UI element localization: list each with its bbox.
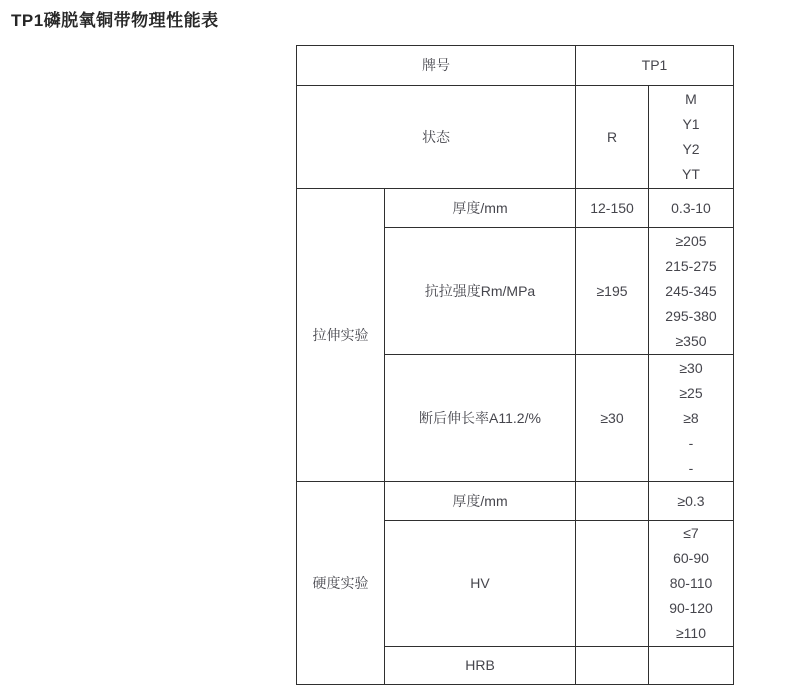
value-line: - (688, 434, 694, 451)
table-row (297, 189, 734, 228)
state-option: M (685, 91, 697, 107)
state-option: Y2 (682, 141, 700, 157)
group-hardness-test-cell: 硬度实验 (297, 482, 385, 685)
property-cell: 断后伸长率A11.2/% (385, 355, 576, 482)
r-value-cell-empty (576, 521, 649, 647)
state-options-cell (649, 86, 734, 189)
table-row (297, 46, 734, 86)
value-line: 245-345 (665, 282, 717, 299)
value-line: ≥205 (675, 232, 707, 249)
state-option: Y1 (682, 116, 700, 132)
r-value-cell: ≥30 (576, 355, 649, 482)
value-line: ≥110 (675, 625, 706, 641)
r-value-cell-empty (576, 647, 649, 685)
other-value-cell (649, 228, 734, 355)
value-line: 215-275 (665, 257, 717, 274)
value-stack (649, 229, 733, 354)
value-line: ≤7 (683, 525, 699, 541)
property-cell: HRB (385, 647, 576, 685)
table-row (297, 86, 734, 189)
property-cell: 厚度/mm (385, 482, 576, 521)
page-title: TP1磷脱氧铜带物理性能表 (11, 11, 219, 30)
other-value-cell-empty (649, 647, 734, 685)
value-line: ≥8 (683, 409, 699, 426)
group-tensile-test-cell: 拉伸实验 (297, 189, 385, 482)
value-line: - (688, 459, 694, 476)
other-value-cell (649, 355, 734, 482)
state-option: YT (682, 166, 700, 182)
r-value-cell-empty (576, 482, 649, 521)
physical-properties-table (296, 45, 734, 685)
other-value-cell: 0.3-10 (649, 189, 734, 228)
value-stack (649, 356, 733, 481)
value-line: 60-90 (673, 550, 709, 566)
other-value-cell (649, 521, 734, 647)
property-cell: 厚度/mm (385, 189, 576, 228)
value-line: 80-110 (669, 575, 713, 591)
property-cell: HV (385, 521, 576, 647)
value-line: ≥30 (679, 359, 703, 376)
other-value-cell: ≥0.3 (649, 482, 734, 521)
value-line: ≥25 (679, 384, 703, 401)
r-value-cell: ≥195 (576, 228, 649, 355)
state-label-cell: 状态 (297, 86, 576, 189)
table-row (297, 482, 734, 521)
brand-label-cell: 牌号 (297, 46, 576, 86)
value-line: 90-120 (669, 600, 713, 616)
value-line: ≥350 (675, 332, 707, 349)
value-line: 295-380 (665, 307, 717, 324)
state-options-stack (649, 87, 733, 187)
brand-value-cell: TP1 (576, 46, 734, 86)
r-value-cell: 12-150 (576, 189, 649, 228)
property-cell: 抗拉强度Rm/MPa (385, 228, 576, 355)
value-stack (649, 521, 733, 646)
state-r-cell: R (576, 86, 649, 189)
